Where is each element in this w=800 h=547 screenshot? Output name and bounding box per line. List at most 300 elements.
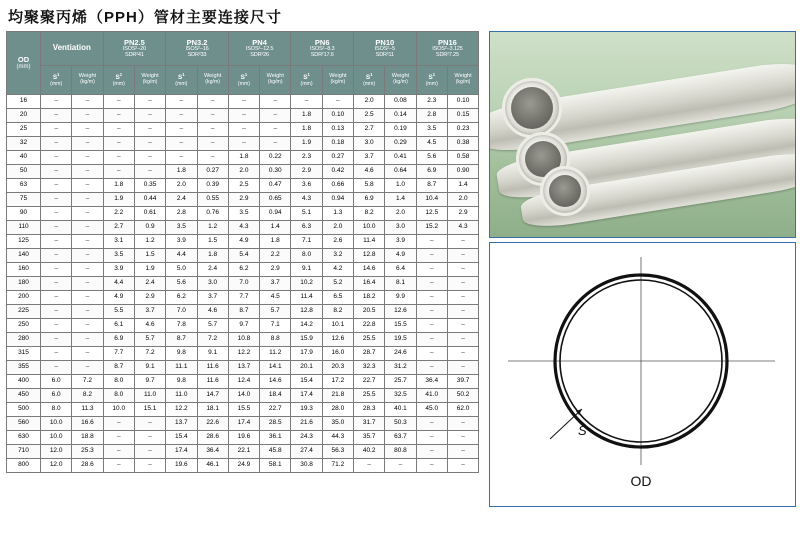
cell-value: 8.1 <box>385 277 416 291</box>
cell-value: – <box>103 459 134 473</box>
cell-value: 19.5 <box>385 333 416 347</box>
cell-value: 0.19 <box>385 123 416 137</box>
cell-value: 25.5 <box>354 389 385 403</box>
cell-value: 1.8 <box>260 235 291 249</box>
cell-value: 8.2 <box>354 207 385 221</box>
cell-value: – <box>416 277 447 291</box>
cell-value: 12.6 <box>322 333 353 347</box>
cell-od: 710 <box>7 445 41 459</box>
cell-value: 5.0 <box>166 263 197 277</box>
cell-value: 56.3 <box>322 445 353 459</box>
cell-value: – <box>416 235 447 249</box>
cell-value: 12.0 <box>41 459 72 473</box>
cell-value: 0.38 <box>447 137 478 151</box>
cell-value: 6.1 <box>103 319 134 333</box>
table-row <box>7 193 479 207</box>
cell-value: 2.0 <box>322 221 353 235</box>
cell-value: – <box>447 445 478 459</box>
cell-value: 19.3 <box>291 403 322 417</box>
cell-value: 0.30 <box>260 165 291 179</box>
cell-value: – <box>447 277 478 291</box>
col-header-s-4: $S^1$ (mm) <box>291 66 322 95</box>
col-group-pn10: PN10 ISOS²−​5 SDR²​11 <box>354 32 417 66</box>
cell-value: 3.0 <box>197 277 228 291</box>
cell-value: 12.5 <box>416 207 447 221</box>
cell-value: – <box>72 221 103 235</box>
cell-value: – <box>72 137 103 151</box>
cell-value: – <box>41 109 72 123</box>
spec-table <box>6 31 479 473</box>
cell-value: 5.5 <box>103 305 134 319</box>
cell-value: 8.0 <box>291 249 322 263</box>
cell-od: 32 <box>7 137 41 151</box>
cell-value: 15.5 <box>228 403 259 417</box>
cell-value: 7.1 <box>260 319 291 333</box>
pipe-end-top <box>502 78 562 138</box>
cell-value: 45.0 <box>416 403 447 417</box>
table-row <box>7 375 479 389</box>
cell-od: 560 <box>7 417 41 431</box>
cell-value: 1.8 <box>103 179 134 193</box>
cell-value: 7.0 <box>166 305 197 319</box>
cell-od: 90 <box>7 207 41 221</box>
cell-value: 0.27 <box>197 165 228 179</box>
cell-value: 16.6 <box>72 417 103 431</box>
cell-value: 2.0 <box>166 179 197 193</box>
cell-value: 45.8 <box>260 445 291 459</box>
cell-value: 0.47 <box>260 179 291 193</box>
table-row <box>7 431 479 445</box>
cell-value: 0.08 <box>385 95 416 109</box>
cell-value: 21.8 <box>322 389 353 403</box>
product-photo-panel <box>489 31 796 238</box>
cell-value: – <box>72 165 103 179</box>
cell-value: 19.6 <box>166 459 197 473</box>
cell-value: 0.14 <box>385 109 416 123</box>
cell-value: 9.7 <box>228 319 259 333</box>
cell-value: 2.9 <box>291 165 322 179</box>
cell-value: 3.2 <box>322 249 353 263</box>
od-label: OD <box>630 473 652 489</box>
cell-value: – <box>228 123 259 137</box>
table-row <box>7 95 479 109</box>
cell-value: 1.9 <box>134 263 165 277</box>
cell-value: 3.7 <box>134 305 165 319</box>
cell-value: – <box>416 333 447 347</box>
table-body <box>7 95 479 473</box>
cell-value: 12.2 <box>228 347 259 361</box>
cell-value: 5.7 <box>260 305 291 319</box>
col-group-pn2-5: PN2.5 ISOS²−​20 SDR²​41 <box>103 32 166 66</box>
cell-value: – <box>166 123 197 137</box>
cell-value: 25.5 <box>354 333 385 347</box>
cell-value: 1.4 <box>385 193 416 207</box>
cell-value: 1.8 <box>228 151 259 165</box>
cell-od: 110 <box>7 221 41 235</box>
cell-value: – <box>72 333 103 347</box>
page-title: 均聚聚丙烯（PPH）管材主要连接尺寸 <box>8 9 282 26</box>
cell-od: 450 <box>7 389 41 403</box>
cell-value: 0.27 <box>322 151 353 165</box>
cell-value: 0.10 <box>447 95 478 109</box>
cell-value: 8.7 <box>228 305 259 319</box>
cell-value: 17.4 <box>228 417 259 431</box>
cell-value: – <box>72 179 103 193</box>
cell-value: – <box>134 151 165 165</box>
cell-value: – <box>72 207 103 221</box>
cell-value: 4.9 <box>385 249 416 263</box>
cell-value: 28.7 <box>354 347 385 361</box>
cell-value: 22.6 <box>197 417 228 431</box>
cell-value: 5.6 <box>166 277 197 291</box>
cell-value: 6.9 <box>416 165 447 179</box>
cell-value: 11.4 <box>291 291 322 305</box>
cell-value: 1.9 <box>291 137 322 151</box>
cell-value: 8.7 <box>416 179 447 193</box>
cell-value: – <box>72 305 103 319</box>
cell-value: 4.5 <box>416 137 447 151</box>
cell-od: 25 <box>7 123 41 137</box>
cell-value: 46.1 <box>197 459 228 473</box>
header-row-groups <box>7 32 479 66</box>
col-header-weight-6: Weight (kg/m) <box>447 66 478 95</box>
cell-od: 200 <box>7 291 41 305</box>
col-header-weight-5: Weight (kg/m) <box>385 66 416 95</box>
cell-value: 25.3 <box>72 445 103 459</box>
cell-value: – <box>72 361 103 375</box>
cell-value: – <box>72 193 103 207</box>
cell-value: – <box>291 95 322 109</box>
cell-value: 11.4 <box>354 235 385 249</box>
cell-value: 9.8 <box>166 375 197 389</box>
cell-value: – <box>447 361 478 375</box>
cell-value: – <box>416 263 447 277</box>
cell-value: 8.0 <box>103 389 134 403</box>
cell-value: 6.5 <box>322 291 353 305</box>
cell-value: 9.1 <box>197 347 228 361</box>
cell-value: 0.55 <box>197 193 228 207</box>
cell-value: 63.7 <box>385 431 416 445</box>
cell-value: – <box>103 445 134 459</box>
table-row <box>7 137 479 151</box>
cell-value: – <box>41 179 72 193</box>
cell-value: – <box>134 459 165 473</box>
cell-value: 9.1 <box>134 361 165 375</box>
cell-value: 2.7 <box>103 221 134 235</box>
cell-value: 22.7 <box>354 375 385 389</box>
cell-value: 20.5 <box>354 305 385 319</box>
cell-value: – <box>41 361 72 375</box>
cell-value: 17.4 <box>291 389 322 403</box>
cell-value: 4.3 <box>291 193 322 207</box>
cell-value: 2.0 <box>447 193 478 207</box>
cell-value: 12.6 <box>385 305 416 319</box>
cell-value: 11.0 <box>166 389 197 403</box>
table-row <box>7 165 479 179</box>
cell-value: 5.8 <box>354 179 385 193</box>
cell-value: – <box>72 151 103 165</box>
cell-value: 9.9 <box>385 291 416 305</box>
cell-value: – <box>72 347 103 361</box>
cell-value: 2.4 <box>134 277 165 291</box>
cell-value: 2.9 <box>260 263 291 277</box>
cell-value: 2.5 <box>354 109 385 123</box>
cell-value: – <box>103 151 134 165</box>
cell-value: 0.18 <box>322 137 353 151</box>
cell-value: 9.1 <box>291 263 322 277</box>
cell-od: 630 <box>7 431 41 445</box>
cell-value: 5.7 <box>134 333 165 347</box>
cell-value: 17.2 <box>322 375 353 389</box>
cell-value: 5.6 <box>416 151 447 165</box>
cell-value: 0.10 <box>322 109 353 123</box>
cell-value: 1.2 <box>197 221 228 235</box>
cell-value: – <box>416 431 447 445</box>
cell-value: 36.4 <box>416 375 447 389</box>
cell-value: 1.4 <box>260 221 291 235</box>
header-row-sub <box>7 66 479 95</box>
cell-value: – <box>134 95 165 109</box>
cell-value: 3.1 <box>103 235 134 249</box>
cell-value: 11.6 <box>197 375 228 389</box>
cell-value: 5.4 <box>228 249 259 263</box>
cell-value: 2.9 <box>134 291 165 305</box>
cell-value: – <box>134 137 165 151</box>
cell-value: 40.1 <box>385 403 416 417</box>
cell-value: – <box>416 249 447 263</box>
cell-value: 80.8 <box>385 445 416 459</box>
cell-value: – <box>72 249 103 263</box>
table-row <box>7 179 479 193</box>
cell-value: 2.3 <box>416 95 447 109</box>
cell-value: 12.0 <box>41 445 72 459</box>
cell-value: 10.8 <box>228 333 259 347</box>
cell-value: – <box>103 123 134 137</box>
cell-od: 280 <box>7 333 41 347</box>
cell-value: – <box>447 459 478 473</box>
cell-value: – <box>166 151 197 165</box>
cell-value: – <box>41 263 72 277</box>
cell-value: – <box>228 109 259 123</box>
cell-value: – <box>134 445 165 459</box>
cell-value: 35.7 <box>354 431 385 445</box>
cell-value: – <box>41 207 72 221</box>
cell-value: – <box>260 109 291 123</box>
cell-value: 20.3 <box>322 361 353 375</box>
table-row <box>7 151 479 165</box>
cell-value: 12.4 <box>228 375 259 389</box>
cell-value: 6.2 <box>166 291 197 305</box>
cell-value: 14.2 <box>291 319 322 333</box>
cell-value: 2.2 <box>260 249 291 263</box>
cell-value: 36.4 <box>197 445 228 459</box>
thickness-label: S <box>578 423 587 438</box>
cell-value: – <box>41 123 72 137</box>
cell-value: 13.7 <box>228 361 259 375</box>
cell-value: – <box>41 95 72 109</box>
cell-value: – <box>72 235 103 249</box>
cell-value: – <box>228 137 259 151</box>
cell-value: – <box>41 165 72 179</box>
cell-value: 8.2 <box>322 305 353 319</box>
cell-value: 30.8 <box>291 459 322 473</box>
cell-value: 32.5 <box>385 389 416 403</box>
table-row <box>7 291 479 305</box>
cell-od: 125 <box>7 235 41 249</box>
cell-value: – <box>72 263 103 277</box>
cell-value: – <box>134 431 165 445</box>
cell-value: 22.8 <box>354 319 385 333</box>
col-header-weight-0: Weight (kg/m) <box>72 66 103 95</box>
cell-value: 3.9 <box>166 235 197 249</box>
cell-value: 18.1 <box>197 403 228 417</box>
cell-od: 800 <box>7 459 41 473</box>
cell-value: 2.2 <box>103 207 134 221</box>
cell-value: 7.2 <box>197 333 228 347</box>
table-row <box>7 403 479 417</box>
cell-od: 50 <box>7 165 41 179</box>
cell-value: 25.7 <box>385 375 416 389</box>
cell-value: 8.7 <box>166 333 197 347</box>
cell-value: – <box>134 109 165 123</box>
cell-value: 7.2 <box>72 375 103 389</box>
cell-value: 1.8 <box>291 123 322 137</box>
cell-value: 22.7 <box>260 403 291 417</box>
cell-value: 2.9 <box>447 207 478 221</box>
cell-od: 500 <box>7 403 41 417</box>
cell-value: 24.9 <box>228 459 259 473</box>
cell-value: – <box>72 123 103 137</box>
cell-value: 1.9 <box>103 193 134 207</box>
cell-value: 1.8 <box>291 109 322 123</box>
cell-value: – <box>416 347 447 361</box>
cell-value: 4.3 <box>447 221 478 235</box>
cell-value: 28.0 <box>322 403 353 417</box>
cell-value: 11.0 <box>134 389 165 403</box>
cell-value: 7.2 <box>134 347 165 361</box>
cell-value: 31.7 <box>354 417 385 431</box>
cell-value: – <box>447 319 478 333</box>
cell-value: 10.1 <box>322 319 353 333</box>
cell-value: 10.4 <box>416 193 447 207</box>
cell-value: – <box>72 109 103 123</box>
cell-value: 8.0 <box>103 375 134 389</box>
cell-value: – <box>385 459 416 473</box>
table-row <box>7 263 479 277</box>
table-row <box>7 277 479 291</box>
cell-value: 2.8 <box>416 109 447 123</box>
cell-value: 18.2 <box>354 291 385 305</box>
cell-value: – <box>447 263 478 277</box>
cell-value: 14.6 <box>260 375 291 389</box>
cell-value: 2.0 <box>385 207 416 221</box>
table-row <box>7 333 479 347</box>
cell-value: 0.42 <box>322 165 353 179</box>
cell-value: – <box>166 137 197 151</box>
cell-value: 11.6 <box>197 361 228 375</box>
col-group-ventiation: Ventiation <box>41 32 104 66</box>
cell-value: 15.5 <box>385 319 416 333</box>
cell-value: 1.8 <box>197 249 228 263</box>
cell-od: 315 <box>7 347 41 361</box>
cell-value: 15.4 <box>166 431 197 445</box>
cell-value: – <box>41 333 72 347</box>
cell-value: 7.0 <box>228 277 259 291</box>
cell-value: 0.13 <box>322 123 353 137</box>
cell-value: – <box>416 319 447 333</box>
cell-value: – <box>134 165 165 179</box>
cell-value: 0.61 <box>134 207 165 221</box>
cell-value: – <box>41 291 72 305</box>
table-row <box>7 445 479 459</box>
cell-od: 75 <box>7 193 41 207</box>
table-row <box>7 109 479 123</box>
cell-value: 6.2 <box>228 263 259 277</box>
cell-value: 28.3 <box>354 403 385 417</box>
pipe-end-bottom <box>540 166 590 216</box>
cell-value: – <box>41 249 72 263</box>
cell-value: 41.0 <box>416 389 447 403</box>
cell-value: 32.3 <box>354 361 385 375</box>
cell-value: 11.1 <box>166 361 197 375</box>
table-row <box>7 459 479 473</box>
col-group-pn3-2: PN3.2 ISOS²−​16 SDR²​33 <box>166 32 229 66</box>
col-header-s-6: $S^1$ (mm) <box>416 66 447 95</box>
cell-value: 3.7 <box>354 151 385 165</box>
cell-value: – <box>134 417 165 431</box>
cell-value: – <box>354 459 385 473</box>
cell-value: 2.0 <box>228 165 259 179</box>
cell-value: 7.8 <box>166 319 197 333</box>
cell-value: 0.66 <box>322 179 353 193</box>
cell-value: 31.2 <box>385 361 416 375</box>
cell-value: – <box>260 137 291 151</box>
cell-value: 3.5 <box>228 207 259 221</box>
cell-value: 14.6 <box>354 263 385 277</box>
cell-value: 28.6 <box>72 459 103 473</box>
cell-value: 10.0 <box>41 431 72 445</box>
cell-value: 5.7 <box>197 319 228 333</box>
cell-value: 5.2 <box>322 277 353 291</box>
cell-value: 58.1 <box>260 459 291 473</box>
cell-value: 6.0 <box>41 375 72 389</box>
cell-value: 0.15 <box>447 109 478 123</box>
cell-value: 2.4 <box>166 193 197 207</box>
cell-value: 50.2 <box>447 389 478 403</box>
cell-value: 39.7 <box>447 375 478 389</box>
col-header-weight-2: Weight (kg/m) <box>197 66 228 95</box>
cell-value: 8.7 <box>103 361 134 375</box>
cell-value: 0.39 <box>197 179 228 193</box>
cell-value: 8.8 <box>260 333 291 347</box>
cell-value: 11.3 <box>72 403 103 417</box>
cell-value: 3.0 <box>385 221 416 235</box>
cell-value: 2.5 <box>228 179 259 193</box>
cell-value: 7.1 <box>291 235 322 249</box>
cell-value: 28.5 <box>260 417 291 431</box>
cell-value: 35.0 <box>322 417 353 431</box>
cell-value: 2.7 <box>354 123 385 137</box>
cell-value: – <box>41 319 72 333</box>
cell-value: – <box>166 109 197 123</box>
cell-value: – <box>447 291 478 305</box>
cell-value: 12.8 <box>291 305 322 319</box>
table-row <box>7 319 479 333</box>
cell-value: – <box>228 95 259 109</box>
table-row <box>7 417 479 431</box>
cell-value: 0.35 <box>134 179 165 193</box>
cell-value: – <box>166 95 197 109</box>
